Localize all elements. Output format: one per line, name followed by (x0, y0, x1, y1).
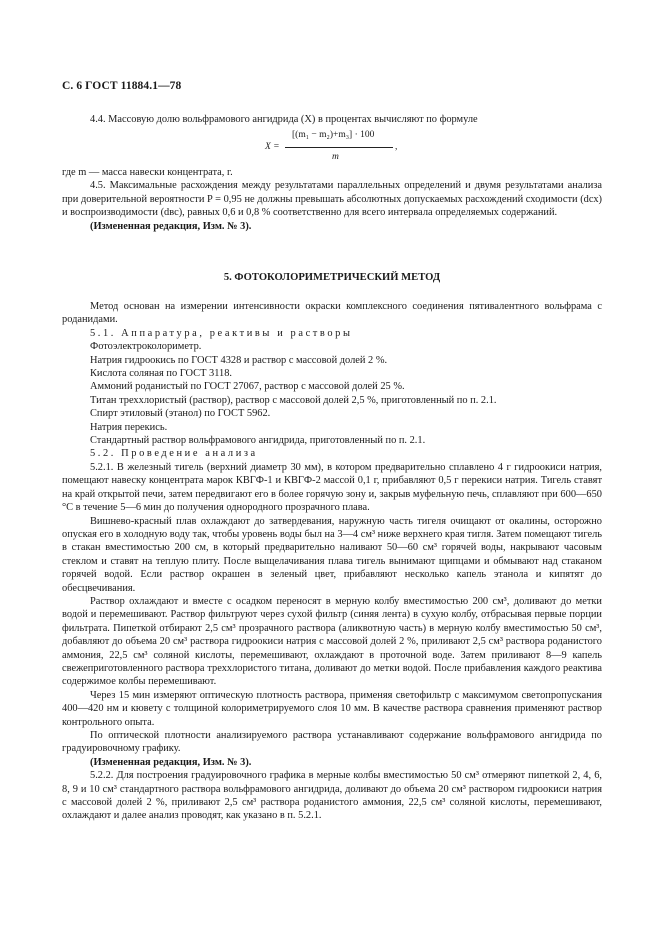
edition-note-1: (Измененная редакция, Изм. № 3). (90, 220, 252, 232)
section-5-body (62, 300, 602, 823)
fraction-line (285, 147, 393, 148)
formula-trail: , (395, 142, 398, 152)
subsection-5-2-title: 5.2. Проведение анализа (90, 448, 258, 460)
paragraph-4-4 (62, 113, 602, 126)
reagent-item: Фотоэлектроколориметр. (90, 341, 202, 353)
paragraph-5-2-2: 5.2.2. Для построения градуировочного графика в мерные колбы вместимостью 50 см³ отмеряют пипеткой 2, 4, 6, 8, 9 и 10 см³ стандартного раствора вольфрамового ангидрида, доливают до объема 20 см³ раствором гидроокиси натрия с массовой долей 2 %, приливают 2,5 см³ раствора роданистого аммония, 22,5 см³ соляной кислоты, перемешивают, охлаждают и далее анализ проводят, как указано в п. 5.2.1. (62, 770, 602, 822)
paragraph-5-2-1-b: Вишнево-красный плав охлаждают до затвердевания, наружную часть тигеля очищают от окалины, осторожно опуская его в холодную воду так, чтобы уровень воды был на 3—4 см³ ниже верхнего края тигля. Затем помещают тигель в стакан вместимостью 200 см, в который предварительно наливают 50—60 см³ горячей воды, накрывают часовым стеклом и ставят на теплую плиту. После выщелачивания плава тигель вынимают щипцами и обмывают над стаканом горячей водой. Если раствор окрашен в зеленый цвет, прибавляют несколько капель этанола и кипятят до обесцвечивания. (62, 515, 602, 594)
edition-note-2: (Измененная редакция, Изм. № 3). (90, 756, 252, 768)
section-title: 5. ФОТОКОЛОРИМЕТРИЧЕСКИЙ МЕТОД (223, 272, 441, 283)
reagent-item: Спирт этиловый (этанол) по ГОСТ 5962. (90, 408, 271, 420)
page-header: С. 6 ГОСТ 11884.1—78 (62, 80, 182, 92)
formula-lhs: X = (265, 142, 280, 152)
paragraph-5-2-1: 5.2.1. В железный тигель (верхний диаметр 30 мм), в котором предварительно сплавлено 4 г гидроокиси натрия, помещают навеску концентрата марок КВГФ-1 и КВГФ-2 массой 0,1 г, прибавляют 0,5 г перекиси натрия. Тигель ставят на край открытой печи, затем передвигают его в более горячую зону и, закрыв муфельную печь, сплавляют при 600—650 °С в течение 5—6 мин до получения однородного прозрачного плава. (62, 461, 602, 514)
subsection-5-1-title: 5.1. Аппаратура, реактивы и растворы (90, 327, 353, 339)
reagent-item: Натрия гидроокись по ГОСТ 4328 и раствор с массовой долей 2 %. (90, 354, 388, 366)
paragraph-5-2-1-c: Раствор охлаждают и вместе с осадком переносят в мерную колбу вместимостью 200 см³, доливают до метки водой и перемешивают. Раствор фильтруют через сухой фильтр (синяя лента) в сухую колбу, отбрасывая первые порции фильтрата. Пипеткой отбирают 2,5 см³ прозрачного раствора (аликвотную часть) в мерную колбу вместимостью 50 см³, добавляют до объема 20 см³ раствора гидроокиси натрия с массовой долей 2 %, приливают 2,5 см³ раствора роданистого аммония, 22,5 см³ соляной кислоты, перемешивают, охлаждают в проточной воде. Затем приливают 8—9 капель свежеприготовленного раствора треххлористого титана, доливают до метки водой. После прибавления каждого реактива содержимое колбы перемешивают. (62, 595, 602, 688)
reagent-item: Кислота соляная по ГОСТ 3118. (90, 368, 233, 380)
where-text: где m — масса навески концентрата, г. (62, 167, 233, 178)
paragraph-4-5: 4.5. Максимальные расхождения между результатами параллельных определений и двумя результатами анализа при доверительной вероятности P = 0,95 не должны превышать абсолютных допускаемых расхождений сходимости (dсх) и воспроизводимости (dвс), равных 0,6 и 0,8 % соответственно для всего интервала определяемых содержаний. (62, 180, 602, 219)
reagent-item: Натрия перекись. (90, 421, 168, 433)
reagent-item: Титан треххлористый (раствор), раствор с массовой долей 2,5 %, приготовленный по п. 2.1. (90, 394, 497, 406)
formula-numerator: [(m₁ − m₂)+m₃] · 100 (292, 130, 375, 140)
paragraph-4-4-text: 4.4. Массовую долю вольфрамового ангидрида (X) в процентах вычисляют по формуле (90, 114, 478, 125)
reagent-item: Стандартный раствор вольфрамового ангидрида, приготовленный по п. 2.1. (90, 435, 426, 447)
reagent-item: Аммоний роданистый по ГОСТ 27067, раствор с массовой долей 25 %. (90, 381, 405, 393)
paragraph-5-2-1-e: По оптической плотности анализируемого раствора устанавливают содержание вольфрамового ангидрида по градуировочному графику. (62, 730, 602, 755)
definitions-block (62, 166, 602, 233)
formula (265, 130, 435, 166)
section-intro: Метод основан на измерении интенсивности окраски комплексного соединения пятивалентного вольфрама с роданидами. (62, 301, 602, 326)
paragraph-5-2-1-d: Через 15 мин измеряют оптическую плотность раствора, применяя светофильтр с максимумом светопропускания 400—420 нм и кювету с толщиной колориметрируемого слоя 10 мм. В качестве раствора сравнения применяют раствор контрольного опыта. (62, 689, 602, 728)
formula-denominator: m (332, 152, 339, 162)
